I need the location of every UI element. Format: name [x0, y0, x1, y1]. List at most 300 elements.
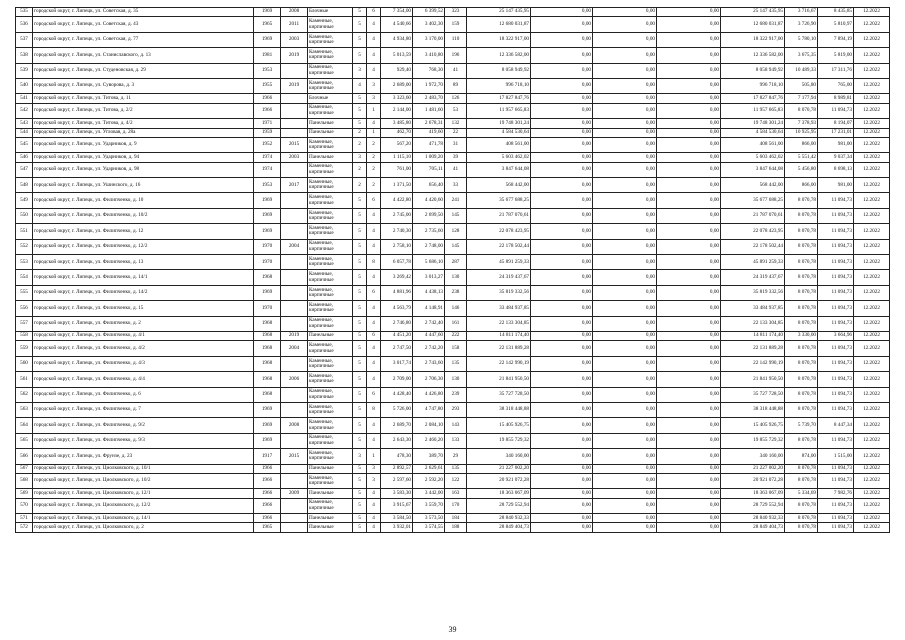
- cell-wall-material: Каменные, кирпичные: [308, 162, 353, 177]
- cell-cost-fund-1: 0,00: [531, 94, 593, 103]
- cell-total-cost: 19 748 301,24: [467, 119, 531, 128]
- cell-living-area: 5 686,10: [413, 255, 445, 270]
- cell-cost-fund-2: 0,00: [593, 119, 657, 128]
- cell-floors: 5: [353, 433, 367, 448]
- cell-total-area: 3 017,74: [381, 356, 413, 371]
- cell-wall-material: Панельные: [308, 128, 353, 137]
- table-row: [16, 137, 890, 152]
- cell-wall-material: Панельные: [308, 464, 353, 473]
- cell-entrances: 4: [367, 239, 381, 254]
- table-row: [16, 523, 890, 532]
- cell-max-unit-cost: 11 094,73: [818, 103, 854, 118]
- cell-address: городской округ, г. Липецк, ул. Филипченко, д. 12: [33, 224, 254, 239]
- cell-max-unit-cost: 11 094,73: [818, 208, 854, 223]
- cell-residents: 33: [445, 178, 467, 193]
- cell-max-unit-cost: 8 194,07: [818, 119, 854, 128]
- cell-unit-cost: 10 925,95: [785, 128, 818, 137]
- cell-cost-fund-2: 0,00: [593, 162, 657, 177]
- cell-total-area: 2 709,00: [381, 372, 413, 387]
- cell-cost-owners: 17 827 847,76: [721, 94, 785, 103]
- cell-cost-fund-1: 0,00: [531, 32, 593, 47]
- cell-planned-date: 12.2022: [854, 285, 890, 300]
- cell-living-area: 2 629,61: [413, 464, 445, 473]
- cell-max-unit-cost: 11 094,73: [818, 316, 854, 331]
- cell-unit-cost: 8 070,78: [785, 208, 818, 223]
- cell-entrances: 6: [367, 331, 381, 340]
- cell-cost-fund-1: 0,00: [531, 78, 593, 93]
- cell-unit-cost: 8 070,78: [785, 356, 818, 371]
- cell-living-area: 471,78: [413, 137, 445, 152]
- cell-residents: 135: [445, 356, 467, 371]
- cell-max-unit-cost: 11 094,73: [818, 523, 854, 532]
- cell-wall-material: Панельные: [308, 523, 353, 532]
- cell-cost-fund-1: 0,00: [531, 270, 593, 285]
- cell-cost-fund-2: 0,00: [593, 270, 657, 285]
- cell-living-area: 2 743,60: [413, 356, 445, 371]
- cell-year-repair: 2003: [281, 32, 308, 47]
- cell-year-built: 1974: [254, 162, 281, 177]
- cell-address: городской округ, г. Липецк, ул. Филипченко, д. 14/2: [33, 285, 254, 300]
- cell-address: городской округ, г. Липецк, ул. Филипченко, д. 4/1: [33, 331, 254, 340]
- cell-year-repair: 2004: [281, 239, 308, 254]
- cell-row-number: 550: [16, 208, 33, 223]
- cell-cost-fund-1: 0,00: [531, 449, 593, 464]
- table-row: [16, 387, 890, 402]
- cell-cost-fund-2: 0,00: [593, 498, 657, 513]
- cell-planned-date: 12.2022: [854, 464, 890, 473]
- cell-row-number: 567: [16, 464, 33, 473]
- cell-floors: 5: [353, 316, 367, 331]
- cell-planned-date: 12.2022: [854, 128, 890, 137]
- cell-address: городской округ, г. Липецк, ул. Филипченко, д. 2: [33, 316, 254, 331]
- cell-unit-cost: 5 551,42: [785, 153, 818, 162]
- cell-max-unit-cost: 9 037,34: [818, 153, 854, 162]
- cell-floors: 5: [353, 94, 367, 103]
- cell-address: городской округ, г. Липецк, ул. Циолковского, д. 12/2: [33, 498, 254, 513]
- cell-cost-fund-3: 0,00: [657, 193, 721, 208]
- cell-entrances: 4: [367, 489, 381, 498]
- cell-cost-fund-2: 0,00: [593, 137, 657, 152]
- cell-address: городской округ, г. Липецк, ул. Циолковского, д. 10/2: [33, 473, 254, 488]
- cell-wall-material: Каменные, кирпичные: [308, 103, 353, 118]
- cell-total-area: 2 747,50: [381, 341, 413, 356]
- table-row: [16, 473, 890, 488]
- cell-unit-cost: 10 489,33: [785, 63, 818, 78]
- cell-total-cost: 568 442,00: [467, 178, 531, 193]
- cell-max-unit-cost: 8 698,13: [818, 162, 854, 177]
- cell-residents: 146: [445, 301, 467, 316]
- cell-unit-cost: 866,00: [785, 178, 818, 193]
- cell-floors: 5: [353, 17, 367, 32]
- cell-entrances: 8: [367, 255, 381, 270]
- cell-cost-fund-2: 0,00: [593, 473, 657, 488]
- cell-floors: 5: [353, 418, 367, 433]
- cell-entrances: 4: [367, 498, 381, 513]
- cell-cost-fund-2: 0,00: [593, 356, 657, 371]
- cell-wall-material: Каменные, кирпичные: [308, 208, 353, 223]
- cell-cost-fund-1: 0,00: [531, 128, 593, 137]
- cell-cost-fund-3: 0,00: [657, 153, 721, 162]
- cell-unit-cost: 5 780,10: [785, 32, 818, 47]
- cell-cost-owners: 22 133 304,85: [721, 316, 785, 331]
- cell-cost-owners: 18 322 917,00: [721, 32, 785, 47]
- cell-floors: 5: [353, 32, 367, 47]
- cell-wall-material: Панельные: [308, 489, 353, 498]
- cell-year-built: 1969: [254, 8, 281, 17]
- cell-cost-fund-3: 0,00: [657, 78, 721, 93]
- table-row: [16, 514, 890, 523]
- cell-cost-fund-2: 0,00: [593, 153, 657, 162]
- cell-living-area: 2 742,20: [413, 341, 445, 356]
- cell-unit-cost: 8 070,78: [785, 103, 818, 118]
- cell-wall-material: Панельные: [308, 119, 353, 128]
- cell-planned-date: 12.2022: [854, 32, 890, 47]
- cell-row-number: 557: [16, 316, 33, 331]
- cell-entrances: 4: [367, 17, 381, 32]
- cell-address: городской округ, г. Липецк, ул. Советская, д. 35: [33, 8, 254, 17]
- cell-year-repair: 2019: [281, 331, 308, 340]
- cell-address: городской округ, г. Липецк, ул. Филипченко, д. 15: [33, 301, 254, 316]
- cell-floors: 2: [353, 128, 367, 137]
- cell-address: городской округ, г. Липецк, ул. Филипченко, д. 9/3: [33, 433, 254, 448]
- table-row: [16, 103, 890, 118]
- cell-cost-fund-2: 0,00: [593, 48, 657, 63]
- cell-unit-cost: 8 070,78: [785, 464, 818, 473]
- cell-address: городской округ, г. Липецк, ул. Ударников, д. 94: [33, 153, 254, 162]
- cell-year-built: 1969: [254, 193, 281, 208]
- cell-cost-fund-1: 0,00: [531, 178, 593, 193]
- cell-wall-material: Панельные: [308, 331, 353, 340]
- cell-cost-fund-3: 0,00: [657, 449, 721, 464]
- cell-cost-fund-3: 0,00: [657, 498, 721, 513]
- cell-planned-date: 12.2022: [854, 473, 890, 488]
- cell-wall-material: Каменные, кирпичные: [308, 178, 353, 193]
- cell-entrances: 2: [367, 153, 381, 162]
- cell-entrances: 4: [367, 523, 381, 532]
- cell-total-area: 2 740,30: [381, 224, 413, 239]
- cell-planned-date: 12.2022: [854, 94, 890, 103]
- table-row: [16, 94, 890, 103]
- cell-total-cost: 19 855 729,32: [467, 433, 531, 448]
- cell-floors: 5: [353, 356, 367, 371]
- cell-entrances: 2: [367, 162, 381, 177]
- cell-total-cost: 28 849 404,73: [467, 523, 531, 532]
- cell-total-area: 3 932,01: [381, 523, 413, 532]
- cell-cost-owners: 8 058 949,92: [721, 63, 785, 78]
- cell-year-repair: [281, 63, 308, 78]
- cell-planned-date: 12.2022: [854, 78, 890, 93]
- cell-year-repair: 2019: [281, 78, 308, 93]
- cell-residents: 128: [445, 224, 467, 239]
- cell-address: городской округ, г. Липецк, ул. Фрунзе, д. 23: [33, 449, 254, 464]
- cell-planned-date: 12.2022: [854, 162, 890, 177]
- cell-address: городской округ, г. Липецк, ул. Филипченко, д. 7: [33, 402, 254, 417]
- cell-max-unit-cost: 5 819,00: [818, 48, 854, 63]
- cell-total-area: 3 584,50: [381, 514, 413, 523]
- cell-entrances: 4: [367, 514, 381, 523]
- cell-living-area: 4 148,91: [413, 301, 445, 316]
- cell-unit-cost: 8 070,78: [785, 285, 818, 300]
- cell-cost-owners: 408 561,00: [721, 137, 785, 152]
- cell-address: городской округ, г. Липецк, ул. Филипченко, д. 10/2: [33, 208, 254, 223]
- cell-max-unit-cost: 11 094,73: [818, 224, 854, 239]
- cell-total-cost: 24 319 437,67: [467, 270, 531, 285]
- cell-row-number: 559: [16, 341, 33, 356]
- cell-max-unit-cost: 17 311,76: [818, 63, 854, 78]
- cell-floors: 5: [353, 224, 367, 239]
- cell-residents: 161: [445, 316, 467, 331]
- cell-wall-material: Каменные, кирпичные: [308, 498, 353, 513]
- cell-entrances: 6: [367, 285, 381, 300]
- cell-cost-fund-1: 0,00: [531, 316, 593, 331]
- cell-cost-fund-2: 0,00: [593, 78, 657, 93]
- cell-cost-fund-1: 0,00: [531, 137, 593, 152]
- cell-wall-material: Панельные: [308, 514, 353, 523]
- cell-max-unit-cost: 3 664,96: [818, 331, 854, 340]
- cell-floors: 2: [353, 178, 367, 193]
- cell-living-area: 4 747,80: [413, 402, 445, 417]
- cell-living-area: 1 009,20: [413, 153, 445, 162]
- cell-max-unit-cost: 7 982,76: [818, 489, 854, 498]
- cell-unit-cost: 874,00: [785, 449, 818, 464]
- table-row: [16, 208, 890, 223]
- cell-cost-fund-1: 0,00: [531, 489, 593, 498]
- cell-wall-material: Каменные, кирпичные: [308, 255, 353, 270]
- cell-unit-cost: 3 675,35: [785, 48, 818, 63]
- cell-cost-owners: 25 147 435,95: [721, 8, 785, 17]
- cell-unit-cost: 8 070,78: [785, 387, 818, 402]
- cell-cost-fund-1: 0,00: [531, 17, 593, 32]
- cell-entrances: 3: [367, 94, 381, 103]
- cell-cost-owners: 28 849 404,73: [721, 523, 785, 532]
- cell-planned-date: 12.2022: [854, 498, 890, 513]
- cell-cost-fund-3: 0,00: [657, 137, 721, 152]
- cell-max-unit-cost: 11 094,73: [818, 464, 854, 473]
- cell-living-area: 1 481,60: [413, 103, 445, 118]
- cell-total-area: 2 689,70: [381, 418, 413, 433]
- cell-living-area: 3 573,50: [413, 514, 445, 523]
- cell-total-cost: 20 921 072,28: [467, 473, 531, 488]
- cell-year-repair: [281, 433, 308, 448]
- cell-year-built: 1968: [254, 331, 281, 340]
- cell-year-repair: [281, 498, 308, 513]
- cell-entrances: 1: [367, 103, 381, 118]
- cell-year-built: 1971: [254, 119, 281, 128]
- cell-year-built: 1965: [254, 523, 281, 532]
- cell-cost-fund-1: 0,00: [531, 255, 593, 270]
- cell-unit-cost: 8 070,78: [785, 301, 818, 316]
- cell-cost-fund-3: 0,00: [657, 341, 721, 356]
- table-row: [16, 489, 890, 498]
- cell-cost-fund-3: 0,00: [657, 301, 721, 316]
- cell-cost-owners: 21 787 070,61: [721, 208, 785, 223]
- cell-unit-cost: 5 456,80: [785, 162, 818, 177]
- cell-cost-fund-1: 0,00: [531, 418, 593, 433]
- cell-cost-owners: 21 227 002,20: [721, 464, 785, 473]
- cell-planned-date: 12.2022: [854, 433, 890, 448]
- cell-living-area: 2 084,10: [413, 418, 445, 433]
- cell-wall-material: Каменные, кирпичные: [308, 473, 353, 488]
- table-body: [16, 8, 890, 533]
- cell-planned-date: 12.2022: [854, 208, 890, 223]
- cell-living-area: 419,60: [413, 128, 445, 137]
- cell-cost-fund-3: 0,00: [657, 17, 721, 32]
- cell-residents: 293: [445, 402, 467, 417]
- cell-total-cost: 996 718,10: [467, 78, 531, 93]
- cell-planned-date: 12.2022: [854, 48, 890, 63]
- cell-floors: 3: [353, 449, 367, 464]
- cell-row-number: 548: [16, 178, 33, 193]
- cell-max-unit-cost: 981,00: [818, 178, 854, 193]
- cell-year-built: 1970: [254, 255, 281, 270]
- cell-living-area: 4 447,60: [413, 331, 445, 340]
- cell-year-built: 1953: [254, 63, 281, 78]
- cell-total-cost: 35 727 728,50: [467, 387, 531, 402]
- cell-planned-date: 12.2022: [854, 523, 890, 532]
- cell-max-unit-cost: 8 989,81: [818, 94, 854, 103]
- cell-cost-fund-3: 0,00: [657, 208, 721, 223]
- table-row: [16, 63, 890, 78]
- cell-cost-owners: 22 178 502,44: [721, 239, 785, 254]
- cell-total-cost: 8 058 949,92: [467, 63, 531, 78]
- cell-cost-fund-1: 0,00: [531, 356, 593, 371]
- cell-entrances: 4: [367, 63, 381, 78]
- cell-entrances: 3: [367, 473, 381, 488]
- cell-address: городской округ, г. Липецк, ул. Филипченко, д. 9/2: [33, 418, 254, 433]
- cell-cost-fund-2: 0,00: [593, 301, 657, 316]
- cell-planned-date: 12.2022: [854, 153, 890, 162]
- cell-planned-date: 12.2022: [854, 239, 890, 254]
- cell-cost-fund-3: 0,00: [657, 239, 721, 254]
- cell-total-area: 2 643,30: [381, 433, 413, 448]
- cell-max-unit-cost: 11 094,73: [818, 433, 854, 448]
- cell-planned-date: 12.2022: [854, 119, 890, 128]
- cell-cost-owners: 35 727 728,50: [721, 387, 785, 402]
- cell-cost-fund-3: 0,00: [657, 514, 721, 523]
- cell-wall-material: Каменные, кирпичные: [308, 418, 353, 433]
- cell-wall-material: Панельные: [308, 153, 353, 162]
- table-row: [16, 316, 890, 331]
- cell-living-area: 2 460,20: [413, 433, 445, 448]
- cell-planned-date: 12.2022: [854, 224, 890, 239]
- cell-total-cost: 408 561,00: [467, 137, 531, 152]
- cell-wall-material: Каменные, кирпичные: [308, 301, 353, 316]
- cell-row-number: 569: [16, 489, 33, 498]
- cell-wall-material: Каменные, кирпичные: [308, 341, 353, 356]
- cell-cost-owners: 28 840 932,33: [721, 514, 785, 523]
- cell-unit-cost: 7 177,94: [785, 94, 818, 103]
- cell-cost-fund-2: 0,00: [593, 239, 657, 254]
- cell-total-area: 4 451,20: [381, 331, 413, 340]
- cell-floors: 5: [353, 372, 367, 387]
- cell-cost-fund-2: 0,00: [593, 418, 657, 433]
- cell-entrances: 6: [367, 8, 381, 17]
- cell-entrances: 6: [367, 387, 381, 402]
- cell-floors: 5: [353, 193, 367, 208]
- cell-cost-fund-1: 0,00: [531, 8, 593, 17]
- cell-address: городской округ, г. Липецк, ул. Советская, д. 77: [33, 32, 254, 47]
- cell-cost-fund-3: 0,00: [657, 119, 721, 128]
- cell-max-unit-cost: 11 094,73: [818, 285, 854, 300]
- cell-cost-owners: 18 363 067,09: [721, 489, 785, 498]
- cell-cost-fund-3: 0,00: [657, 331, 721, 340]
- cell-cost-fund-3: 0,00: [657, 255, 721, 270]
- cell-cost-owners: 35 819 332,56: [721, 285, 785, 300]
- cell-floors: 5: [353, 301, 367, 316]
- cell-entrances: 3: [367, 464, 381, 473]
- table-row: [16, 270, 890, 285]
- table-row: [16, 255, 890, 270]
- cell-year-repair: [281, 285, 308, 300]
- cell-row-number: 535: [16, 8, 33, 17]
- cell-total-area: 2 892,57: [381, 464, 413, 473]
- cell-planned-date: 12.2022: [854, 316, 890, 331]
- cell-year-built: 1968: [254, 387, 281, 402]
- table-row: [16, 285, 890, 300]
- cell-living-area: 4 426,80: [413, 387, 445, 402]
- cell-entrances: 1: [367, 128, 381, 137]
- cell-row-number: 544: [16, 128, 33, 137]
- cell-living-area: 2 483,70: [413, 94, 445, 103]
- cell-cost-fund-2: 0,00: [593, 331, 657, 340]
- cell-living-area: 3 442,00: [413, 489, 445, 498]
- cell-year-repair: 2009: [281, 489, 308, 498]
- cell-address: городской округ, г. Липецк, ул. Филипченко, д. 10: [33, 193, 254, 208]
- cell-year-built: 1969: [254, 402, 281, 417]
- cell-cost-fund-3: 0,00: [657, 270, 721, 285]
- cell-living-area: 2 678,31: [413, 119, 445, 128]
- table-row: [16, 402, 890, 417]
- cell-living-area: 389,70: [413, 449, 445, 464]
- cell-max-unit-cost: 11 094,73: [818, 473, 854, 488]
- cell-total-area: 6 057,78: [381, 255, 413, 270]
- cell-max-unit-cost: 11 094,73: [818, 270, 854, 285]
- cell-total-area: 3 915,67: [381, 498, 413, 513]
- cell-residents: 196: [445, 48, 467, 63]
- cell-cost-owners: 14 811 174,40: [721, 331, 785, 340]
- cell-wall-material: Каменные, кирпичные: [308, 239, 353, 254]
- cell-max-unit-cost: 11 094,73: [818, 372, 854, 387]
- cell-cost-fund-3: 0,00: [657, 128, 721, 137]
- cell-total-area: 4 540,66: [381, 17, 413, 32]
- cell-year-repair: [281, 387, 308, 402]
- cell-cost-fund-1: 0,00: [531, 301, 593, 316]
- cell-cost-fund-3: 0,00: [657, 285, 721, 300]
- cell-residents: 130: [445, 372, 467, 387]
- table-row: [16, 17, 890, 32]
- cell-cost-fund-2: 0,00: [593, 178, 657, 193]
- cell-max-unit-cost: 11 094,73: [818, 514, 854, 523]
- cell-row-number: 566: [16, 449, 33, 464]
- cell-year-repair: 2003: [281, 153, 308, 162]
- cell-total-cost: 12 336 582,00: [467, 48, 531, 63]
- cell-address: городской округ, г. Липецк, ул. Филипченко, д. 13: [33, 255, 254, 270]
- cell-cost-fund-1: 0,00: [531, 63, 593, 78]
- cell-entrances: 2: [367, 178, 381, 193]
- cell-entrances: 4: [367, 418, 381, 433]
- cell-floors: 5: [353, 208, 367, 223]
- cell-address: городской округ, г. Липецк, ул. Ударников, д. 98: [33, 162, 254, 177]
- cell-floors: 5: [353, 331, 367, 340]
- cell-total-cost: 340 160,00: [467, 449, 531, 464]
- cell-year-repair: [281, 208, 308, 223]
- cell-total-area: 761,00: [381, 162, 413, 177]
- cell-year-repair: 2015: [281, 137, 308, 152]
- cell-cost-fund-3: 0,00: [657, 8, 721, 17]
- cell-year-repair: [281, 162, 308, 177]
- cell-residents: 323: [445, 8, 467, 17]
- cell-planned-date: 12.2022: [854, 418, 890, 433]
